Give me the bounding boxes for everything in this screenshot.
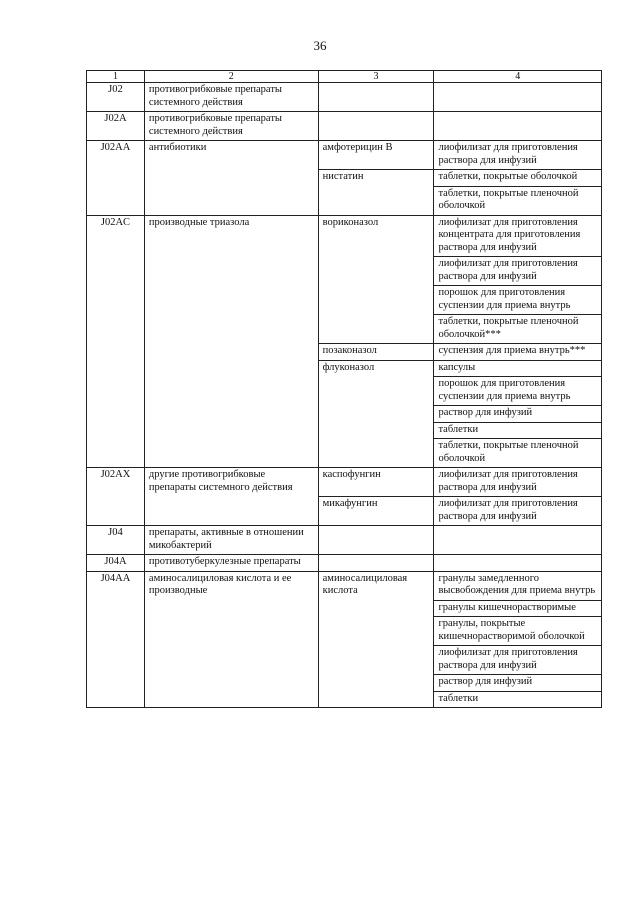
group-name: противогрибковые препараты системного действия xyxy=(144,83,318,112)
dosage-form xyxy=(434,526,602,555)
dosage-form: таблетки xyxy=(434,691,602,708)
table-row xyxy=(87,571,602,600)
atc-code: J04 xyxy=(87,526,145,555)
table-row xyxy=(87,468,602,497)
dosage-form: лиофилизат для приготовления раствора для инфузий xyxy=(434,257,602,286)
group-name: другие противогрибковые препараты системного действия xyxy=(144,468,318,526)
dosage-form: гранулы кишечнорастворимые xyxy=(434,600,602,617)
atc-code: J02 xyxy=(87,83,145,112)
table-row xyxy=(87,112,602,141)
page-number: 36 xyxy=(313,38,327,53)
dosage-form: порошок для приготовления суспензии для приема внутрь xyxy=(434,377,602,406)
drug-name xyxy=(318,526,434,555)
dosage-form: таблетки xyxy=(434,422,602,439)
group-name: противогрибковые препараты системного действия xyxy=(144,112,318,141)
dosage-form xyxy=(434,112,602,141)
drug-name xyxy=(318,555,434,572)
group-name: противотуберкулезные препараты xyxy=(144,555,318,572)
table-row xyxy=(87,83,602,112)
atc-code: J02AA xyxy=(87,141,145,170)
dosage-form: лиофилизат для приготовления раствора для инфузий xyxy=(434,497,602,526)
dosage-form: лиофилизат для приготовления концентрата для приготовления раствора для инфузий xyxy=(434,215,602,257)
drug-name xyxy=(318,112,434,141)
group-name: антибиотики xyxy=(144,141,318,170)
group-name: аминосалициловая кислота и ее производные xyxy=(144,571,318,708)
drug-name xyxy=(318,83,434,112)
dosage-form: раствор для инфузий xyxy=(434,406,602,423)
dosage-form: суспензия для приема внутрь*** xyxy=(434,344,602,361)
column-header-4: 4 xyxy=(434,71,602,83)
column-header-2: 2 xyxy=(144,71,318,83)
column-header-3: 3 xyxy=(318,71,434,83)
dosage-form: гранулы замедленного высвобождения для приема внутрь xyxy=(434,571,602,600)
atc-code: J02AX xyxy=(87,468,145,526)
dosage-form: таблетки, покрытые пленочной оболочкой xyxy=(434,439,602,468)
table-row xyxy=(87,526,602,555)
dosage-form: таблетки, покрытые пленочной оболочкой xyxy=(434,186,602,215)
dosage-form xyxy=(434,83,602,112)
column-header-1: 1 xyxy=(87,71,145,83)
atc-code: J04AA xyxy=(87,571,145,708)
dosage-form: раствор для инфузий xyxy=(434,675,602,692)
table-row xyxy=(87,170,602,187)
drug-name: каспофунгин xyxy=(318,468,434,497)
atc-code xyxy=(87,170,145,216)
dosage-form: таблетки, покрытые пленочной оболочкой*** xyxy=(434,315,602,344)
table-row xyxy=(87,141,602,170)
drug-name: амфотерицин B xyxy=(318,141,434,170)
dosage-form xyxy=(434,555,602,572)
dosage-form: порошок для приготовления суспензии для приема внутрь xyxy=(434,286,602,315)
drug-name: микафунгин xyxy=(318,497,434,526)
dosage-form: лиофилизат для приготовления раствора для инфузий xyxy=(434,141,602,170)
dosage-form: лиофилизат для приготовления раствора для инфузий xyxy=(434,468,602,497)
drug-name: аминосалициловая кислота xyxy=(318,571,434,708)
medicines-table xyxy=(86,70,602,708)
group-name: производные триазола xyxy=(144,215,318,468)
table-row xyxy=(87,215,602,257)
dosage-form: таблетки, покрытые оболочкой xyxy=(434,170,602,187)
drug-name: позаконазол xyxy=(318,344,434,361)
group-name xyxy=(144,170,318,216)
drug-name: флуконазол xyxy=(318,360,434,468)
atc-code: J02AC xyxy=(87,215,145,468)
dosage-form: лиофилизат для приготовления раствора для инфузий xyxy=(434,646,602,675)
dosage-form: гранулы, покрытые кишечнорастворимой оболочкой xyxy=(434,617,602,646)
group-name: препараты, активные в отношении микобактерий xyxy=(144,526,318,555)
table-row xyxy=(87,555,602,572)
atc-code: J02A xyxy=(87,112,145,141)
drug-name: нистатин xyxy=(318,170,434,216)
drug-name: вориконазол xyxy=(318,215,434,344)
dosage-form: капсулы xyxy=(434,360,602,377)
atc-code: J04A xyxy=(87,555,145,572)
header-row xyxy=(87,71,602,83)
